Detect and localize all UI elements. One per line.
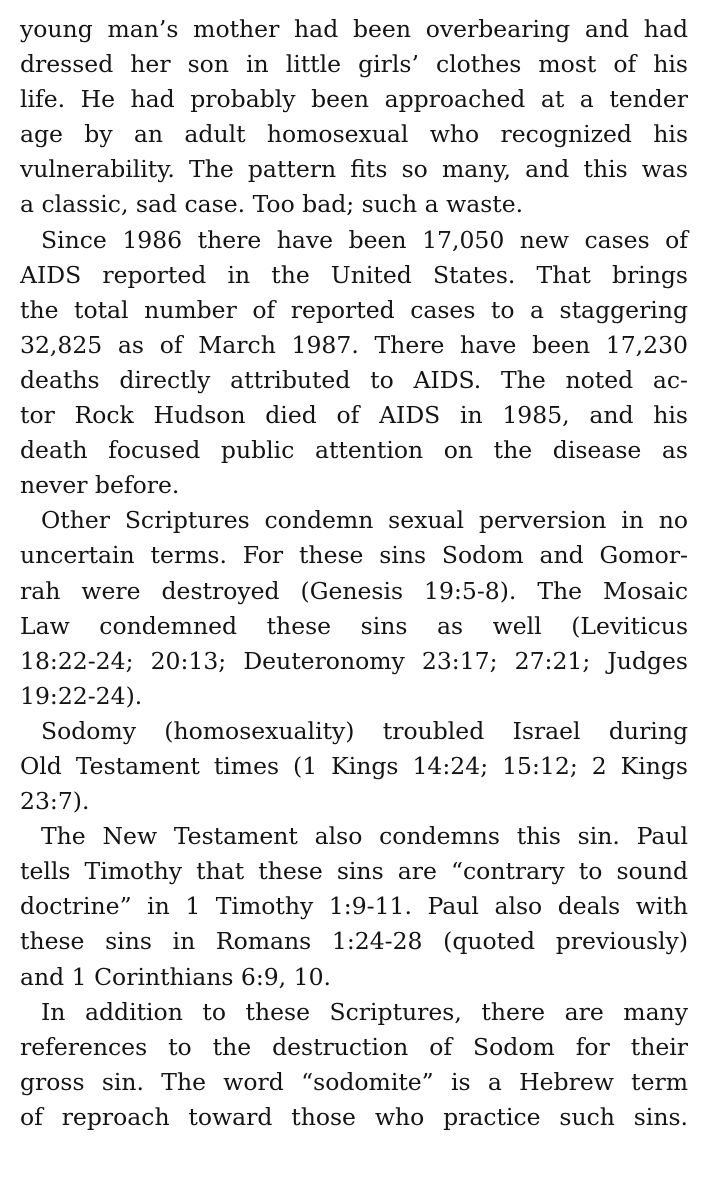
text-line: Since 1986 there have been 17,050 new cases of: [41, 225, 688, 254]
text-line: these sins in Romans 1:24-28 (quoted previously): [20, 927, 688, 956]
text-line: a classic, sad case. Too bad; such a waste.: [20, 190, 524, 219]
text-line: 18:22-24; 20:13; Deuteronomy 23:17; 27:21; Judges: [20, 646, 688, 675]
paragraph: [20, 223, 688, 504]
text-line: 19:22-24).: [20, 681, 143, 710]
text-line: tells Timothy that these sins are “contrary to sound: [20, 857, 688, 886]
text-line: the total number of reported cases to a staggering: [20, 295, 688, 324]
text-line: never before.: [20, 471, 180, 500]
text-line: Sodomy (homosexuality) troubled Israel during: [41, 716, 688, 745]
text-line: uncertain terms. For these sins Sodom and Gomor-: [20, 541, 688, 570]
text-line: age by an adult homosexual who recognized his: [20, 120, 688, 149]
text-line: Law condemned these sins as well (Leviticus: [20, 611, 688, 640]
text-line: In addition to these Scriptures, there are many: [41, 997, 688, 1026]
text-line: Other Scriptures condemn sexual perversion in no: [41, 506, 688, 535]
paragraph: [20, 503, 688, 714]
text-line: life. He had probably been approached at a tender: [20, 85, 688, 114]
text-line: references to the destruction of Sodom for their: [20, 1032, 688, 1061]
text-line: 23:7).: [20, 787, 90, 816]
text-line: 32,825 as of March 1987. There have been 17,230: [20, 330, 688, 359]
body-text: [20, 12, 688, 1135]
text-line: dressed her son in little girls’ clothes most of his: [20, 50, 688, 79]
text-line: and 1 Corinthians 6:9, 10.: [20, 962, 331, 991]
text-line: gross sin. The word “sodomite” is a Hebrew term: [20, 1067, 688, 1096]
text-line: tor Rock Hudson died of AIDS in 1985, and his: [20, 401, 688, 430]
text-line: doctrine” in 1 Timothy 1:9-11. Paul also deals with: [20, 892, 688, 921]
text-line: vulnerability. The pattern fits so many, and this was: [20, 155, 688, 184]
text-line: deaths directly attributed to AIDS. The noted ac-: [20, 365, 688, 394]
text-line: death focused public attention on the disease as: [20, 436, 688, 465]
text-line: of reproach toward those who practice such sins.: [20, 1102, 688, 1131]
text-line: Old Testament times (1 Kings 14:24; 15:12; 2 Kings: [20, 751, 688, 780]
paragraph: [20, 995, 688, 1135]
text-line: rah were destroyed (Genesis 19:5-8). The Mosaic: [20, 576, 688, 605]
text-line: The New Testament also condemns this sin. Paul: [41, 822, 688, 851]
text-line: young man’s mother had been overbearing and had: [20, 15, 688, 43]
text-line: AIDS reported in the United States. That brings: [20, 260, 688, 289]
paragraph: [20, 714, 688, 819]
paragraph: [20, 819, 688, 994]
paragraph: [20, 12, 688, 223]
